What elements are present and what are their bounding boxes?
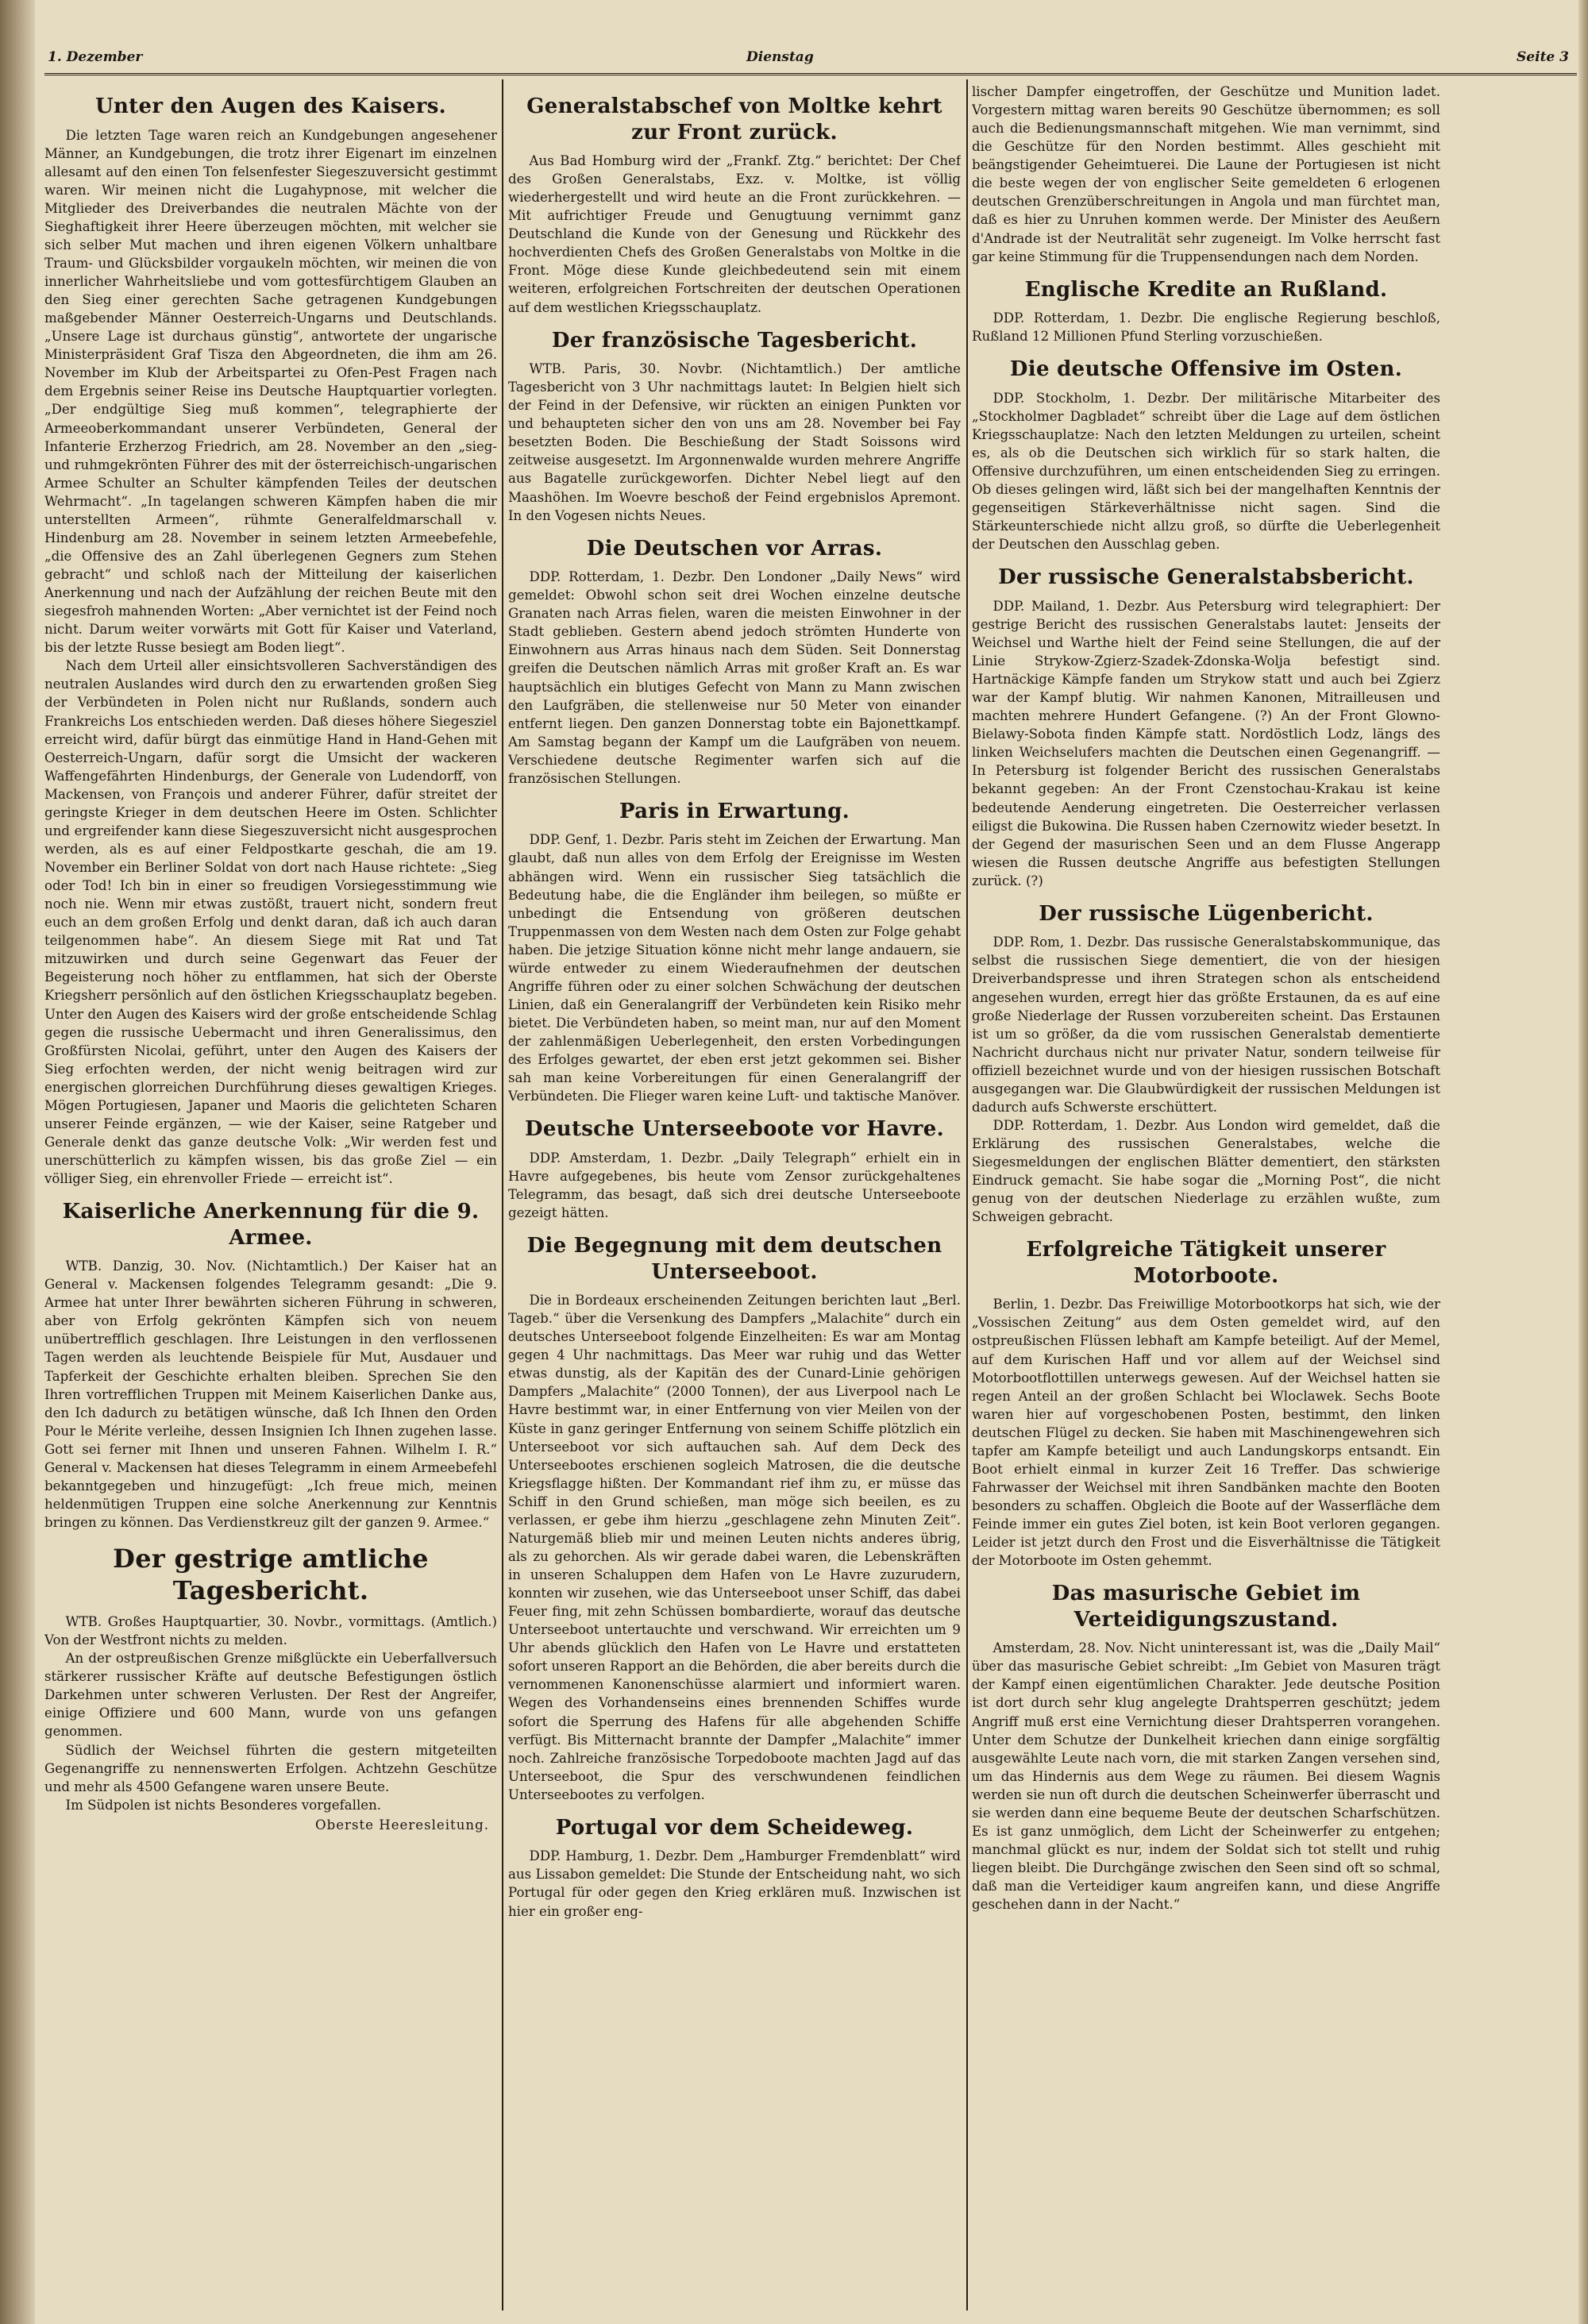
article (44, 1543, 497, 1833)
article-paragraph: DDP. Mailand, 1. Dezbr. Aus Petersburg wird telegraphiert: Der gestrige Bericht des russischen Generalstabs lautet: Jenseits der Weichsel und Warthe hielt der Feind seine Stellungen, die auf der Linie Strykow-Zgierz-Szadek-Zdonska-Wolja befestigt sind. Hartnäckige Kämpfe fanden um Strykow statt und auch bei Zgierz war der Kampf blutig. Wir nahmen Kanonen, Mitrailleusen und machten mehrere Hundert Gefangene. (?) An der Front Glowno-Bielawy-Sobota finden Kämpfe statt. Nordöstlich Lodz, längs des linken Weichselufers machten die Deutschen einen Gegenangriff. — In Petersburg ist folgender Bericht des russischen Generalstabs bekannt gegeben: An der Front Czenstochau-Krakau ist keine bedeutende Aenderung eingetreten. Die Oesterreicher verlassen eiligst die Bukowina. Die Russen haben Czernowitz wieder besetzt. In der Gegend der masurischen Seen und an dem Flusse Angerapp wiesen die Russen deutsche Angriffe aus befestigten Stellungen zurück. (?) (972, 598, 1440, 888)
article-paragraph: Die in Bordeaux erscheinenden Zeitungen berichten laut „Berl. Tageb.“ über die Versenkung des Dampfers „Malachite“ durch ein deutsches Unterseeboot folgende Einzelheiten: Es war am Montag gegen 4 Uhr nachmittags. Das Meer war ruhig und das Wetter etwas dunstig, als der Kapitän des der Cunard-Linie gehörigen Dampfers „Malachite“ (2000 Tonnen), der aus Liverpool nach Le Havre bestimmt war, in einer Entfernung von vier Meilen von der Küste in ganz geringer Entfernung von seinem Schiffe plötzlich ein Unterseeboot vor sich auftauchen sah. Auf dem Deck des Unterseebootes erschienen sogleich Matrosen, die die deutsche Kriegsflagge hißten. Der Kommandant rief ihm zu, er müsse das Schiff in den Grund schießen, man möge sich beeilen, es zu verlassen, er gebe ihm hierzu „geschlagene zehn Minuten Zeit“. Naturgemäß blieb mir und meinen Leuten nichts anderes übrig, als zu gehorchen. Als wir gerade dabei waren, die Lebenskräften in unseren Schaluppen dem Hafen von Le Havre zuzurudern, konnten wir zusehen, wie das Unterseeboot unser Schiff, das dabei Feuer fing, mit zehn Schüssen bombardierte, worauf das deutsche Unterseeboot untertauchte und verschwand. Wir erreichten um 9 Uhr abends glücklich den Hafen von Le Havre und erstatteten sofort unseren Rapport an die Behörden, die aber bereits durch die vernommenen Kanonenschüsse alarmiert und informiert waren. Wegen des Vorhandenseins eines brennenden Schiffes wurde sofort die Sperrung des Hafens für alle abgehenden Schiffe verfügt. Bis Mitternacht brannte der Dampfer „Malachite“ immer noch. Zahlreiche französische Torpedoboote machten Jagd auf das Unterseeboot, die Spur des verschwundenen feindlichen Unterseebootes zu verfolgen. (508, 1293, 961, 1802)
article-headline: Der französische Tagesbericht. (551, 328, 918, 353)
article-headline: Die Deutschen vor Arras. (586, 536, 883, 561)
article (508, 1815, 961, 1921)
article (972, 1581, 1440, 1914)
article-paragraph: DDP. Rotterdam, 1. Dezbr. Die englische Regierung beschloß, Rußland 12 Millionen Pfund Sterling vorzuschießen. (972, 310, 1440, 345)
article-paragraph: DDP. Rotterdam, 1. Dezbr. Aus London wird gemeldet, daß die Erklärung des russischen Generalstabes, welche die Siegesmeldungen der englischen Blätter dementiert, den stärksten Eindruck gemacht. Sie habe sogar die „Morning Post“, die nicht genug von der deutschen Niederlage zu erzählen wußte, zum Schweigen gebracht. (972, 1117, 1440, 1225)
article-signature: Oberste Heeresleitung. (314, 1817, 489, 1833)
article-headline: Unter den Augen des Kaisers. (94, 94, 446, 118)
article-headline: Erfolgreiche Tätigkeit unserer Motorboote. (1026, 1238, 1386, 1288)
article-paragraph: WTB. Paris, 30. Novbr. (Nichtamtlich.) Der amtliche Tagesbericht von 3 Uhr nachmittags lautet: In Belgien hielt sich der Feind in der Defensive, wir rückten an einigen Punkten vor und behaupteten sicher den von uns am 28. November bei Fay besetzten Boden. Die Beschießung der Stadt Soissons wird zeitweise ausgesetzt. Im Argonnenwalde wurden mehrere Angriffe aus Bagatelle zurückgeworfen. Dichter Nebel liegt auf den Maashöhen. Im Woevre beschoß der Feind ergebnislos Apremont. In den Vogesen nichts Neues. (508, 361, 961, 523)
article-paragraph: Die letzten Tage waren reich an Kundgebungen angesehener Männer, an Kundgebungen, die trotz ihrer Eigenart im einzelnen allesamt auf den einen Ton felsenfester Siegeszuversicht gestimmt waren. Wir meinen nicht die Lugahypnose, mit welcher die Mitglieder des Dreiverbandes die neutralen Mächte von der Sieghaftigkeit ihrer Heere überzeugen möchten, mit welcher sie sich selber Mut machen und ihren eigenen Völkern unhaltbare Traum- und Glücksbilder vorgaukeln möchten, wir meinen die von innerlicher Wahrheitsliebe und vom gottesfürchtigem Glauben an den Sieg einer gerechten Sache getragenen Kundgebungen maßgebender Männer Oesterreich-Ungarns und Deutschlands. „Unsere Lage ist durchaus günstig“, antwortete der ungarische Ministerpräsident Graf Tisza den Abgeordneten, die ihm am 26. November im Klub der Arbeitspartei zu Ofen-Pest Fragen nach dem Ergebnis seiner Reise ins Deutsche Hauptquartier vorlegten. „Der endgültige Sieg muß kommen“, telegraphierte der Armeeoberkommandant unserer Verbündeten, General der Infanterie Erzherzog Friedrich, am 28. November an den „sieg- und ruhmgekrönten Führer des mit der österreichisch-ungarischen Armee Schulter an Schulter kämpfenden Teiles der deutschen Wehrmacht“. „In tagelangen schweren Kämpfen haben die mir unterstellten Armeen“, rühmte Generalfeldmarschall v. Hindenburg am 28. November in seinem letzten Armeebefehle, „die Offensive des an Zahl überlegenen Gegners zum Stehen gebracht“ und schloß nach der Mitteilung der kaiserlichen Anerkennung und nach der Aufzählung der reichen Beute mit den siegesfroh mahnenden Worten: „Aber vernichtet ist der Feind noch nicht. Darum weiter vorwärts mit Gott für Kaiser und Vaterland, bis der letzte Russe besiegt am Boden liegt“. (44, 127, 497, 656)
header-date: 1. Dezember (48, 49, 143, 65)
article (508, 94, 961, 317)
article-paragraph: An der ostpreußischen Grenze mißglückte ein Ueberfallversuch stärkerer russischer Kräfte auf deutsche Befestigungen östlich Darkehmen unter schweren Verlusten. Der Rest der Angreifer, einige Offiziere und 600 Mann, wurde von uns gefangen genommen. (44, 1651, 497, 1740)
article-paragraph: WTB. Danzig, 30. Nov. (Nichtamtlich.) Der Kaiser hat an General v. Mackensen folgendes Telegramm gesandt: „Die 9. Armee hat unter Ihrer bewährten sicheren Führung in schweren, aber von Erfolg gekrönten Kämpfen sich von neuem unübertrefflich geschlagen. Ihre Leistungen in den verflossenen Tagen werden als leuchtende Beispiele für Mut, Ausdauer und Tapferkeit der Geschichte erhalten bleiben. Sprechen Sie den Ihren vortrefflichen Truppen mit Meinem Kaiserlichen Danke aus, den Ich dadurch zu betätigen wünsche, daß Ich Ihnen den Orden Pour le Mérite verleihe, dessen Insignien Ich Ihnen zugehen lasse. Gott sei ferner mit Ihnen und unseren Fahnen. Wilhelm I. R.“ General v. Mackensen hat dieses Telegramm in einem Armeebefehl bekanntgegeben und hinzugefügt: „Ich freue mich, meinen heldenmütigen Truppen eine solche Anerkennung zur Kenntnis bringen zu können. Das Verdienstkreuz gilt der ganzen 9. Armee.“ (44, 1258, 497, 1530)
article (508, 1116, 961, 1222)
article (44, 94, 497, 1188)
article (508, 1233, 961, 1804)
article-headline: Der russische Lügenbericht. (1039, 901, 1374, 926)
article (972, 357, 1440, 553)
article-paragraph: DDP. Amsterdam, 1. Dezbr. „Daily Telegraph“ erhielt ein in Havre aufgegebenes, bis heute vom Zensor zurückgehaltenes Telegramm, das besagt, daß sich drei deutsche Unterseeboote gezeigt hätten. (508, 1150, 961, 1220)
article-paragraph: DDP. Rom, 1. Dezbr. Das russische Generalstabskommunique, das selbst die russischen Siege dementiert, die von der hiesigen Dreiverbandspresse und ihren Strategen schon als entscheidend angesehen wurden, erregt hier das größte Erstaunen, da es auf eine große Niederlage der Russen vorzubereiten scheint. Das Erstaunen ist um so größer, da die vom russischen Generalstab dementierte Nachricht durchaus nicht nur privater Natur, sondern teilweise für offiziell bezeichnet wurde und von der hiesigen russischen Botschaft ausgegangen war. Die Glaubwürdigkeit der russischen Meldungen ist dadurch aufs Schwerste erschüttert. (972, 935, 1440, 1115)
article-headline: Die Begegnung mit dem deutschen Unterseeboot. (526, 1234, 942, 1284)
article-paragraph: Südlich der Weichsel führten die gestern mitgeteilten Gegenangriffe zu nennenswerten Erfolgen. Achtzehn Geschütze und mehr als 4500 Gefangene waren unsere Beute. (44, 1742, 497, 1794)
article-paragraph: Amsterdam, 28. Nov. Nicht uninteressant ist, was die „Daily Mail“ über das masurische Gebiet schreibt: „Im Gebiet von Masuren trägt der Kampf einen eigentümlichen Charakter. Jede deutsche Position ist dort durch sehr klug angelegte Drahtsperren geschützt; jedem Angriff muß erst eine Vernichtung dieser Drahtsperren vorangehen. Unter dem Schutze der Dunkelheit kriechen dann einige sorgfältig ausgewählte Leute nach vorn, die mit starken Zangen versehen sind, um das Hindernis aus dem Wege zu räumen. Bei diesem Wagnis werden sie nun oft durch die deutschen Scheinwerfer überrascht und sie werden dann eine bequeme Beute der deutschen Scharfschützen. Es ist ganz unmöglich, dem Licht der Scheinwerfer zu entgehen; manchmal glückt es nur, indem der Soldat sich tot stellt und ruhig liegen bleibt. Die Durchgänge zwischen den Seen sind oft so schmal, daß man die Verteidiger kaum angreifen kann, und diese Angriffe geschehen dann in der Nacht.“ (972, 1640, 1440, 1913)
article-headline: Deutsche Unterseeboote vor Havre. (525, 1117, 944, 1142)
column-3 (972, 83, 1440, 2312)
article-headline: Portugal vor dem Scheideweg. (555, 1815, 914, 1840)
header-rule (44, 73, 1577, 75)
article-paragraph: DDP. Genf, 1. Dezbr. Paris steht im Zeichen der Erwartung. Man glaubt, daß nun alles von dem Erfolg der Ereignisse im Westen abhängen wird. Wenn ein russischer Sieg tatsächlich die Bedeutung habe, die die Engländer ihm beilegen, so müßte er unbedingt die Entsendung von größeren deutschen Truppenmassen von dem Westen nach dem Osten zur Folge gehabt haben. Die jetzige Situation könne nicht mehr lange andauern, sie würde entweder zu einem Wiederaufnehmen der deutschen Angriffe führen oder zu einer solchen Schwächung der deutschen Linien, daß ein Generalangriff der Verbündeten kein Risiko mehr bietet. Die Verbündeten haben, so meint man, nur auf den Moment der zahlenmäßigen Ueberlegenheit, den ersten Vorbedingungen des Erfolges gewartet, der eben erst jetzt gekommen sei. Bisher sah man keine Vorbereitungen für einen Generalangriff der Verbündeten. Die Flieger waren keine Luft- und taktische Manöver. (508, 832, 961, 1104)
article (508, 536, 961, 788)
column-rule (502, 79, 503, 2311)
article-headline: Das masurische Gebiet im Verteidigungszustand. (1051, 1582, 1361, 1632)
article (972, 1237, 1440, 1570)
article-headline: Generalstabschef von Moltke kehrt zur Front zurück. (526, 94, 942, 145)
column-1 (44, 83, 497, 2312)
article-paragraph: Aus Bad Homburg wird der „Frankf. Ztg.“ berichtet: Der Chef des Großen Generalstabs, Exz. v. Moltke, ist völlig wiederhergestellt und wird heute an die Front zurückkehren. — Mit aufrichtiger Freude und Genugtuung vernimmt ganz Deutschland die Kunde von der Genesung und Rückkehr des hochverdienten Chefs des Großen Generalstabs von Moltke in die Front. Möge diese Kunde gleichbedeutend sein mit einem weiteren, erfolgreichen Fortschreiten der deutschen Operationen auf dem westlichen Kriegsschauplatz. (508, 153, 961, 315)
page-header (41, 46, 1582, 68)
article-paragraph: WTB. Großes Hauptquartier, 30. Novbr., vormittags. (Amtlich.) Von der Westfront nichts zu melden. (44, 1614, 497, 1648)
article (508, 799, 961, 1105)
article (972, 277, 1440, 346)
article-paragraph: DDP. Hamburg, 1. Dezbr. Dem „Hamburger Fremdenblatt“ wird aus Lissabon gemeldet: Die Stunde der Entscheidung naht, wo sich Portugal für oder gegen den Krieg erklären muß. Inzwischen ist hier ein großer eng- (508, 1848, 961, 1919)
article-continuation (972, 83, 1440, 266)
article (508, 328, 961, 525)
article-headline: Kaiserliche Anerkennung für die 9. Armee. (62, 1200, 480, 1250)
column-2 (508, 83, 961, 2312)
article-headline: Der gestrige amtliche Tagesbericht. (113, 1544, 429, 1606)
article-paragraph: lischer Dampfer eingetroffen, der Geschütze und Munition ladet. Vorgestern mittag waren bereits 90 Geschütze übernommen; es soll auch die Bedienungsmannschaft mitgehen. Wie man vernimmt, sind die Geschütze für den Norden bestimmt. Alles geschieht mit beängstigender Geheimtuerei. Die Laune der Portugiesen ist nicht die beste wegen der von englischer Seite gemeldeten 6 erlogenen deutschen Grenzüberschreitungen in Angola und man fürchtet man, daß es hier zu Unruhen kommen werde. Der Minister des Aeußern d'Andrade ist der Neutralität sehr zugeneigt. Im Volke herrscht fast gar keine Stimmung für die Truppensendungen nach dem Norden. (972, 84, 1440, 264)
page-binding-shadow (0, 0, 35, 2324)
article-headline: Die deutsche Offensive im Osten. (1009, 357, 1403, 382)
article (972, 565, 1440, 890)
article (972, 901, 1440, 1227)
header-page-number: Seite 3 (1517, 49, 1569, 65)
header-weekday: Dienstag (746, 49, 814, 65)
column-rule (966, 79, 968, 2311)
article-headline: Paris in Erwartung. (619, 799, 850, 823)
article-paragraph: DDP. Rotterdam, 1. Dezbr. Den Londoner „Daily News“ wird gemeldet: Obwohl schon seit drei Wochen einzelne deutsche Granaten nach Arras fielen, waren die meisten Einwohner in der Stadt geblieben. Gestern abend jedoch strömten Hunderte von Einwohnern aus Arras hinaus nach dem Süden. Seit Donnerstag greifen die Deutschen nämlich Arras mit großer Kraft an. Es war hauptsächlich ein blutiges Gefecht von Mann zu Mann zwischen den Laufgräben, die stellenweise nur 50 Meter von einander entfernt liegen. Den ganzen Donnerstag tobte ein Bajonettkampf. Am Samstag begann der Kampf um die Laufgräben von neuem. Verschiedene deutsche Regimenter warfen sich auf die französischen Stellungen. (508, 569, 961, 786)
article-paragraph: Berlin, 1. Dezbr. Das Freiwillige Motorbootkorps hat sich, wie der „Vossischen Zeitung“ aus dem Osten gemeldet wird, auf den ostpreußischen Flüssen lebhaft am Kampfe beteiligt. Auf der Memel, auf dem Kurischen Haff und vor allem auf der Weichsel sind Motorbootflottillen unterwegs gewesen. Auf der Weichsel hatten sie regen Anteil an der großen Schlacht bei Wloclawek. Sechs Boote waren hier auf vorgeschobenen Posten, bestimmt, den linken deutschen Flügel zu decken. Sie haben mit Maschinengewehren sich tapfer am Kampfe beteiligt und auch Landungskorps entsandt. Ein Boot erhielt einmal in kurzer Zeit 16 Treffer. Das schwierige Fahrwasser der Weichsel mit ihren Sandbänken machte den Booten besonders zu schaffen. Obgleich die Boote auf der Wasserfläche dem Feinde immer ein gutes Ziel boten, ist kein Boot verloren gegangen. Leider ist jetzt durch den Frost und die Eisverhältnisse die Tätigkeit der Motorboote im Osten gehemmt. (972, 1297, 1440, 1569)
article-headline: Der russische Generalstabsbericht. (998, 565, 1414, 590)
article-paragraph: DDP. Stockholm, 1. Dezbr. Der militärische Mitarbeiter des „Stockholmer Dagbladet“ schreibt über die Lage auf dem östlichen Kriegsschauplatze: Nach den letzten Meldungen zu urteilen, scheint es, als ob die Deutschen sich wirklich für so stark halten, die Offensive durchzuführen, um einen entscheidenden Sieg zu erringen. Ob dieses gelingen wird, läßt sich bei der mangelhaften Kenntnis der gegenseitigen Stärkeverhältnisse nicht sagen. Sind die Stärkeunterschiede nicht allzu groß, so dürfte die Ueberlegenheit der Deutschen den Ausschlag geben. (972, 390, 1440, 553)
article-paragraph: Im Südpolen ist nichts Besonderes vorgefallen. (65, 1797, 382, 1813)
article (44, 1199, 497, 1532)
article-paragraph: Nach dem Urteil aller einsichtsvolleren Sachverständigen des neutralen Auslandes wird durch den zu erwartenden großen Sieg der Verbündeten in Polen nicht nur Rußlands, sondern auch Frankreichs Los entschieden werden. Daß dieses höhere Siegesziel erreicht wird, dafür bürgt das einmütige Hand in Hand-Gehen mit Oesterreich-Ungarn, dafür sorgt die Umsicht der wackeren Waffengefährten Hindenburgs, der Generale von Ludendorff, von Mackensen, von François und anderer Führer, dafür streitet der geringste Krieger in dem deutschen Heere im Osten. Schlichter und ergreifender kann diese Siegeszuversicht nicht ausgesprochen werden, als es auf einer Feldpostkarte geschah, die am 19. November ein Berliner Soldat von dort nach Hause richtete: „Sieg oder Tod! Ich bin in einer so freudigen Vorsiegesstimmung wie noch nie. Wenn mir etwas zustößt, trauert nicht, sondern freut euch an dem großen Erfolg und denkt daran, daß ich auch daran teilgenommen habe“. An diesem Siege mit Rat und Tat mitzuwirken und durch seine Gegenwart das Feuer der Begeisterung noch höher zu entflammen, hat sich der Oberste Kriegsherr persönlich auf den östlichen Kriegsschauplatz begeben. Unter den Augen des Kaisers wird der große entscheidende Schlag gegen die russische Uebermacht und ihren Generalissimus, den Großfürsten Nicolai, geführt, unter den Augen des Kaisers der Sieg erfochten werden, der nicht wenig beitragen wird zur energischen glorreichen Durchführung dieses gewaltigen Krieges. Mögen Portugiesen, Japaner und Maoris die gelichteten Scharen unserer Feinde ergänzen, — wie der Kaiser, seine Ratgeber und Generale denkt das ganze deutsche Volk: „Wir werden fest und unerschütterlich zu kämpfen wissen, bis das große Ziel — ein völliger Sieg, ein ehrenvoller Friede — erreicht ist“. (44, 658, 497, 1187)
page-edge-shadow (1578, 0, 1588, 2324)
article-headline: Englische Kredite an Rußland. (1024, 277, 1388, 302)
